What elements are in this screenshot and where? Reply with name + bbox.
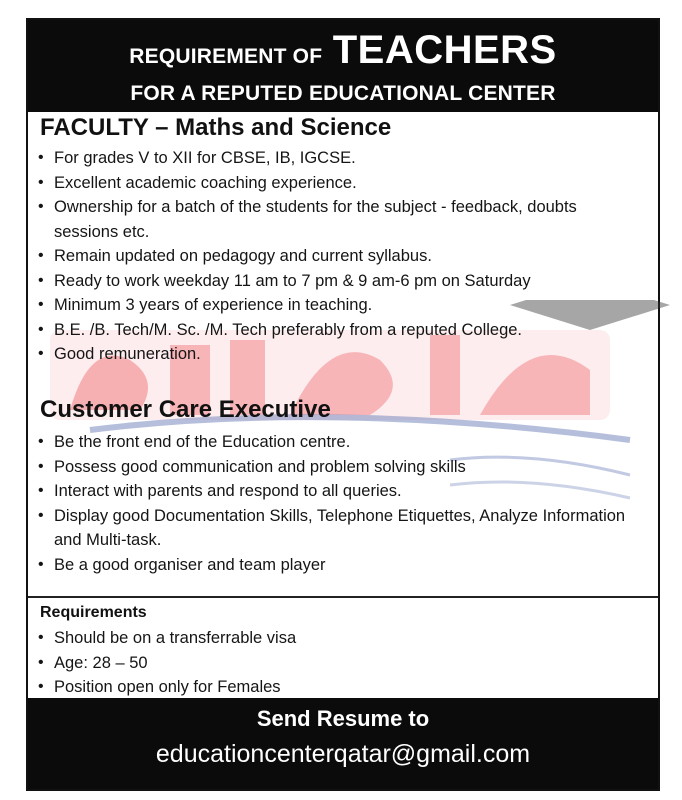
header-banner [28,20,658,112]
send-resume-label: Send Resume to [256,706,430,731]
header-prefix: REQUIREMENT OF [129,45,323,68]
divider [28,596,658,598]
faculty-title: FACULTY – Maths and Science [40,114,392,141]
requirements-title: Requirements [40,604,147,621]
customer-care-title: Customer Care Executive [40,396,331,423]
list-item: • Age: 28 – 50 [36,651,636,676]
header-subline: FOR A REPUTED EDUCATIONAL CENTER [130,82,556,105]
list-item: • Remain updated on pedagogy and current syllabus. [36,244,636,269]
footer-banner [28,698,658,789]
list-item: • B.E. /B. Tech/M. Sc. /M. Tech preferably from a reputed College. [36,318,636,343]
list-item: • Possess good communication and problem solving skills [36,455,636,480]
list-item: • Minimum 3 years of experience in teaching. [36,293,636,318]
list-item: • Ownership for a batch of the students for the subject - feedback, doubts sessions etc. [36,195,636,244]
customer-care-list [36,430,636,577]
list-item: • Display good Documentation Skills, Telephone Etiquettes, Analyze Information and Multi-task. [36,504,636,553]
list-item: • Interact with parents and respond to all queries. [36,479,636,504]
requirements-list [36,626,636,700]
header-title [28,28,658,73]
list-item: • For grades V to XII for CBSE, IB, IGCSE. [36,146,636,171]
list-item: • Should be on a transferrable visa [36,626,636,651]
list-item: • Position open only for Females [36,675,636,700]
header-headline: TEACHERS [332,28,557,72]
list-item: • Excellent academic coaching experience. [36,171,636,196]
contact-email[interactable]: educationcenterqatar@gmail.com [155,740,531,768]
faculty-list [36,146,636,367]
list-item: • Be a good organiser and team player [36,553,636,578]
list-item: • Ready to work weekday 11 am to 7 pm & 9 am-6 pm on Saturday [36,269,636,294]
list-item: • Be the front end of the Education centre. [36,430,636,455]
list-item: • Good remuneration. [36,342,636,367]
